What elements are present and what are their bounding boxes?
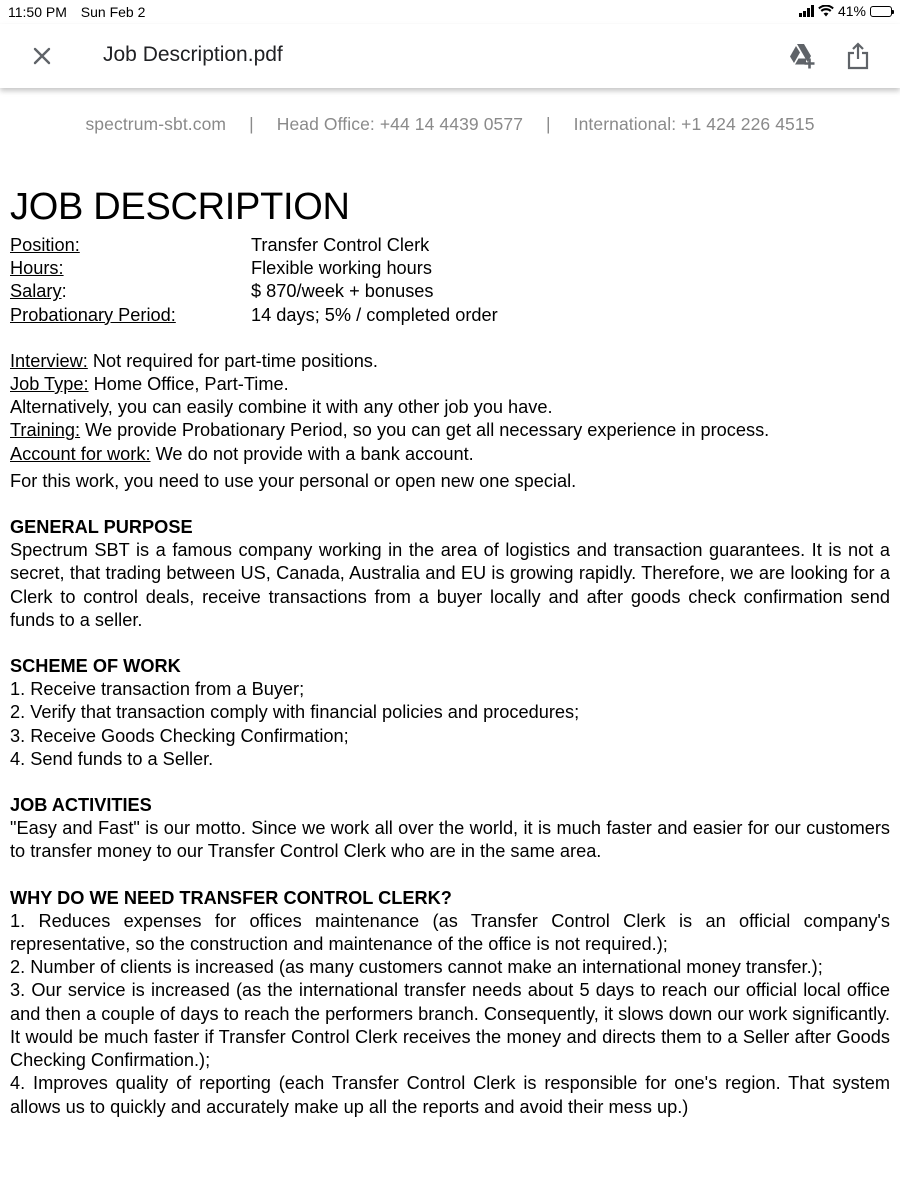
section-text: "Easy and Fast" is our motto. Since we work all over the world, it is much faster and easier for our customers to transfer money to our Transfer Control Clerk who are in the same area. (10, 818, 890, 862)
status-time: 11:50 PM (8, 4, 67, 20)
field-value: $ 870/week + bonuses (251, 281, 434, 302)
detail-text: We provide Probationary Period, so you can get all necessary experience in process. (80, 420, 770, 441)
close-icon (26, 40, 58, 72)
job-fields (10, 234, 890, 327)
detail-line (10, 443, 890, 466)
detail-label: Interview: (10, 350, 88, 371)
list-item: 2. Verify that transaction comply with financial policies and procedures; (10, 702, 580, 723)
close-button[interactable] (26, 40, 58, 72)
field-label: Probationary Period: (10, 304, 176, 325)
detail-line (10, 350, 890, 373)
letterhead-head-office: Head Office: +44 14 4439 0577 (276, 114, 524, 134)
job-details (10, 350, 890, 493)
general-purpose-section (10, 516, 890, 632)
field-value: Transfer Control Clerk (251, 235, 430, 255)
detail-label: Training: (10, 420, 81, 441)
section-title: GENERAL PURPOSE (10, 517, 193, 538)
document-title: Job Description.pdf (103, 43, 283, 66)
list-item: 4. Send funds to a Seller. (10, 748, 214, 769)
section-title: WHY DO WE NEED TRANSFER CONTROL CLERK? (10, 887, 452, 908)
add-to-drive-button[interactable] (786, 40, 818, 72)
field-label: Position: (10, 235, 80, 255)
field-label: Salary (10, 281, 62, 302)
letterhead-separator: | (546, 114, 551, 134)
viewer-toolbar (0, 24, 900, 88)
letterhead (0, 114, 900, 135)
detail-line (10, 419, 890, 442)
detail-text: Home Office, Part-Time. (88, 374, 289, 395)
detail-text: Alternatively, you can easily combine it with any other job you have. (10, 397, 553, 418)
letterhead-website: spectrum-sbt.com (85, 114, 227, 134)
list-item: 3. Our service is increased (as the international transfer needs about 5 days to reach our official local office and then a couple of days to reach the performers branch. Consequently, it slows down our work significantly. It would be much faster if Transfer Control Clerk receives the money and directs them to a Seller after Goods Checking Confirmation.); (10, 980, 890, 1071)
detail-line (10, 396, 890, 419)
detail-text: Not required for part-time positions. (87, 350, 378, 371)
share-button[interactable] (842, 40, 874, 72)
detail-label: Account for work: (10, 443, 151, 464)
field-label-suffix: : (61, 281, 67, 302)
job-activities-section (10, 794, 890, 864)
status-left (8, 4, 155, 20)
letterhead-international: International: +1 424 226 4515 (573, 114, 815, 134)
wifi-icon (818, 5, 834, 17)
letterhead-separator: | (249, 114, 254, 134)
field-label: Hours: (10, 258, 64, 279)
list-item: 3. Receive Goods Checking Confirmation; (10, 725, 349, 746)
section-title: JOB ACTIVITIES (10, 795, 152, 816)
battery-percentage: 41% (837, 3, 866, 19)
section-title: SCHEME OF WORK (10, 656, 181, 677)
field-row (10, 257, 890, 280)
field-row (10, 280, 890, 303)
battery-icon (870, 6, 892, 17)
status-right (799, 3, 892, 19)
cellular-signal-icon (799, 5, 814, 17)
detail-line: For this work, you need to use your personal or open new one special. (10, 470, 577, 491)
detail-label: Job Type: (10, 374, 89, 395)
list-item: 4. Improves quality of reporting (each Transfer Control Clerk is responsible for one's region. That system allows us to quickly and accurately make up all the reports and avoid their mess up.) (10, 1073, 890, 1117)
drive-add-icon (786, 40, 818, 72)
status-bar (0, 0, 900, 24)
list-item: 1. Receive transaction from a Buyer; (10, 679, 305, 700)
field-value: 14 days; 5% / completed order (251, 304, 498, 325)
section-text: Spectrum SBT is a famous company working in the area of logistics and transaction guarantees. It is not a secret, that trading between US, Canada, Australia and EU is growing rapidly. Therefore, we are looking for a Clerk to control deals, receive transactions from a buyer locally and after goods check confirmation send funds to a seller. (10, 540, 890, 630)
document-heading: JOB DESCRIPTION (10, 186, 350, 228)
field-row (10, 234, 890, 257)
detail-text: We do not provide with a bank account. (150, 443, 474, 464)
share-icon (842, 40, 874, 72)
field-row (10, 304, 890, 327)
detail-line (10, 373, 890, 396)
field-value: Flexible working hours (251, 258, 432, 279)
why-need-section (10, 887, 890, 1119)
document-content (10, 186, 890, 1119)
scheme-of-work-section (10, 655, 890, 771)
pdf-page (0, 88, 900, 1200)
list-item: 2. Number of clients is increased (as many customers cannot make an international money transfer.); (10, 957, 823, 978)
list-item: 1. Reduces expenses for offices maintenance (as Transfer Control Clerk is an official company's representative, so the construction and maintenance of the office is not required.); (10, 910, 890, 955)
status-date: Sun Feb 2 (80, 4, 146, 20)
